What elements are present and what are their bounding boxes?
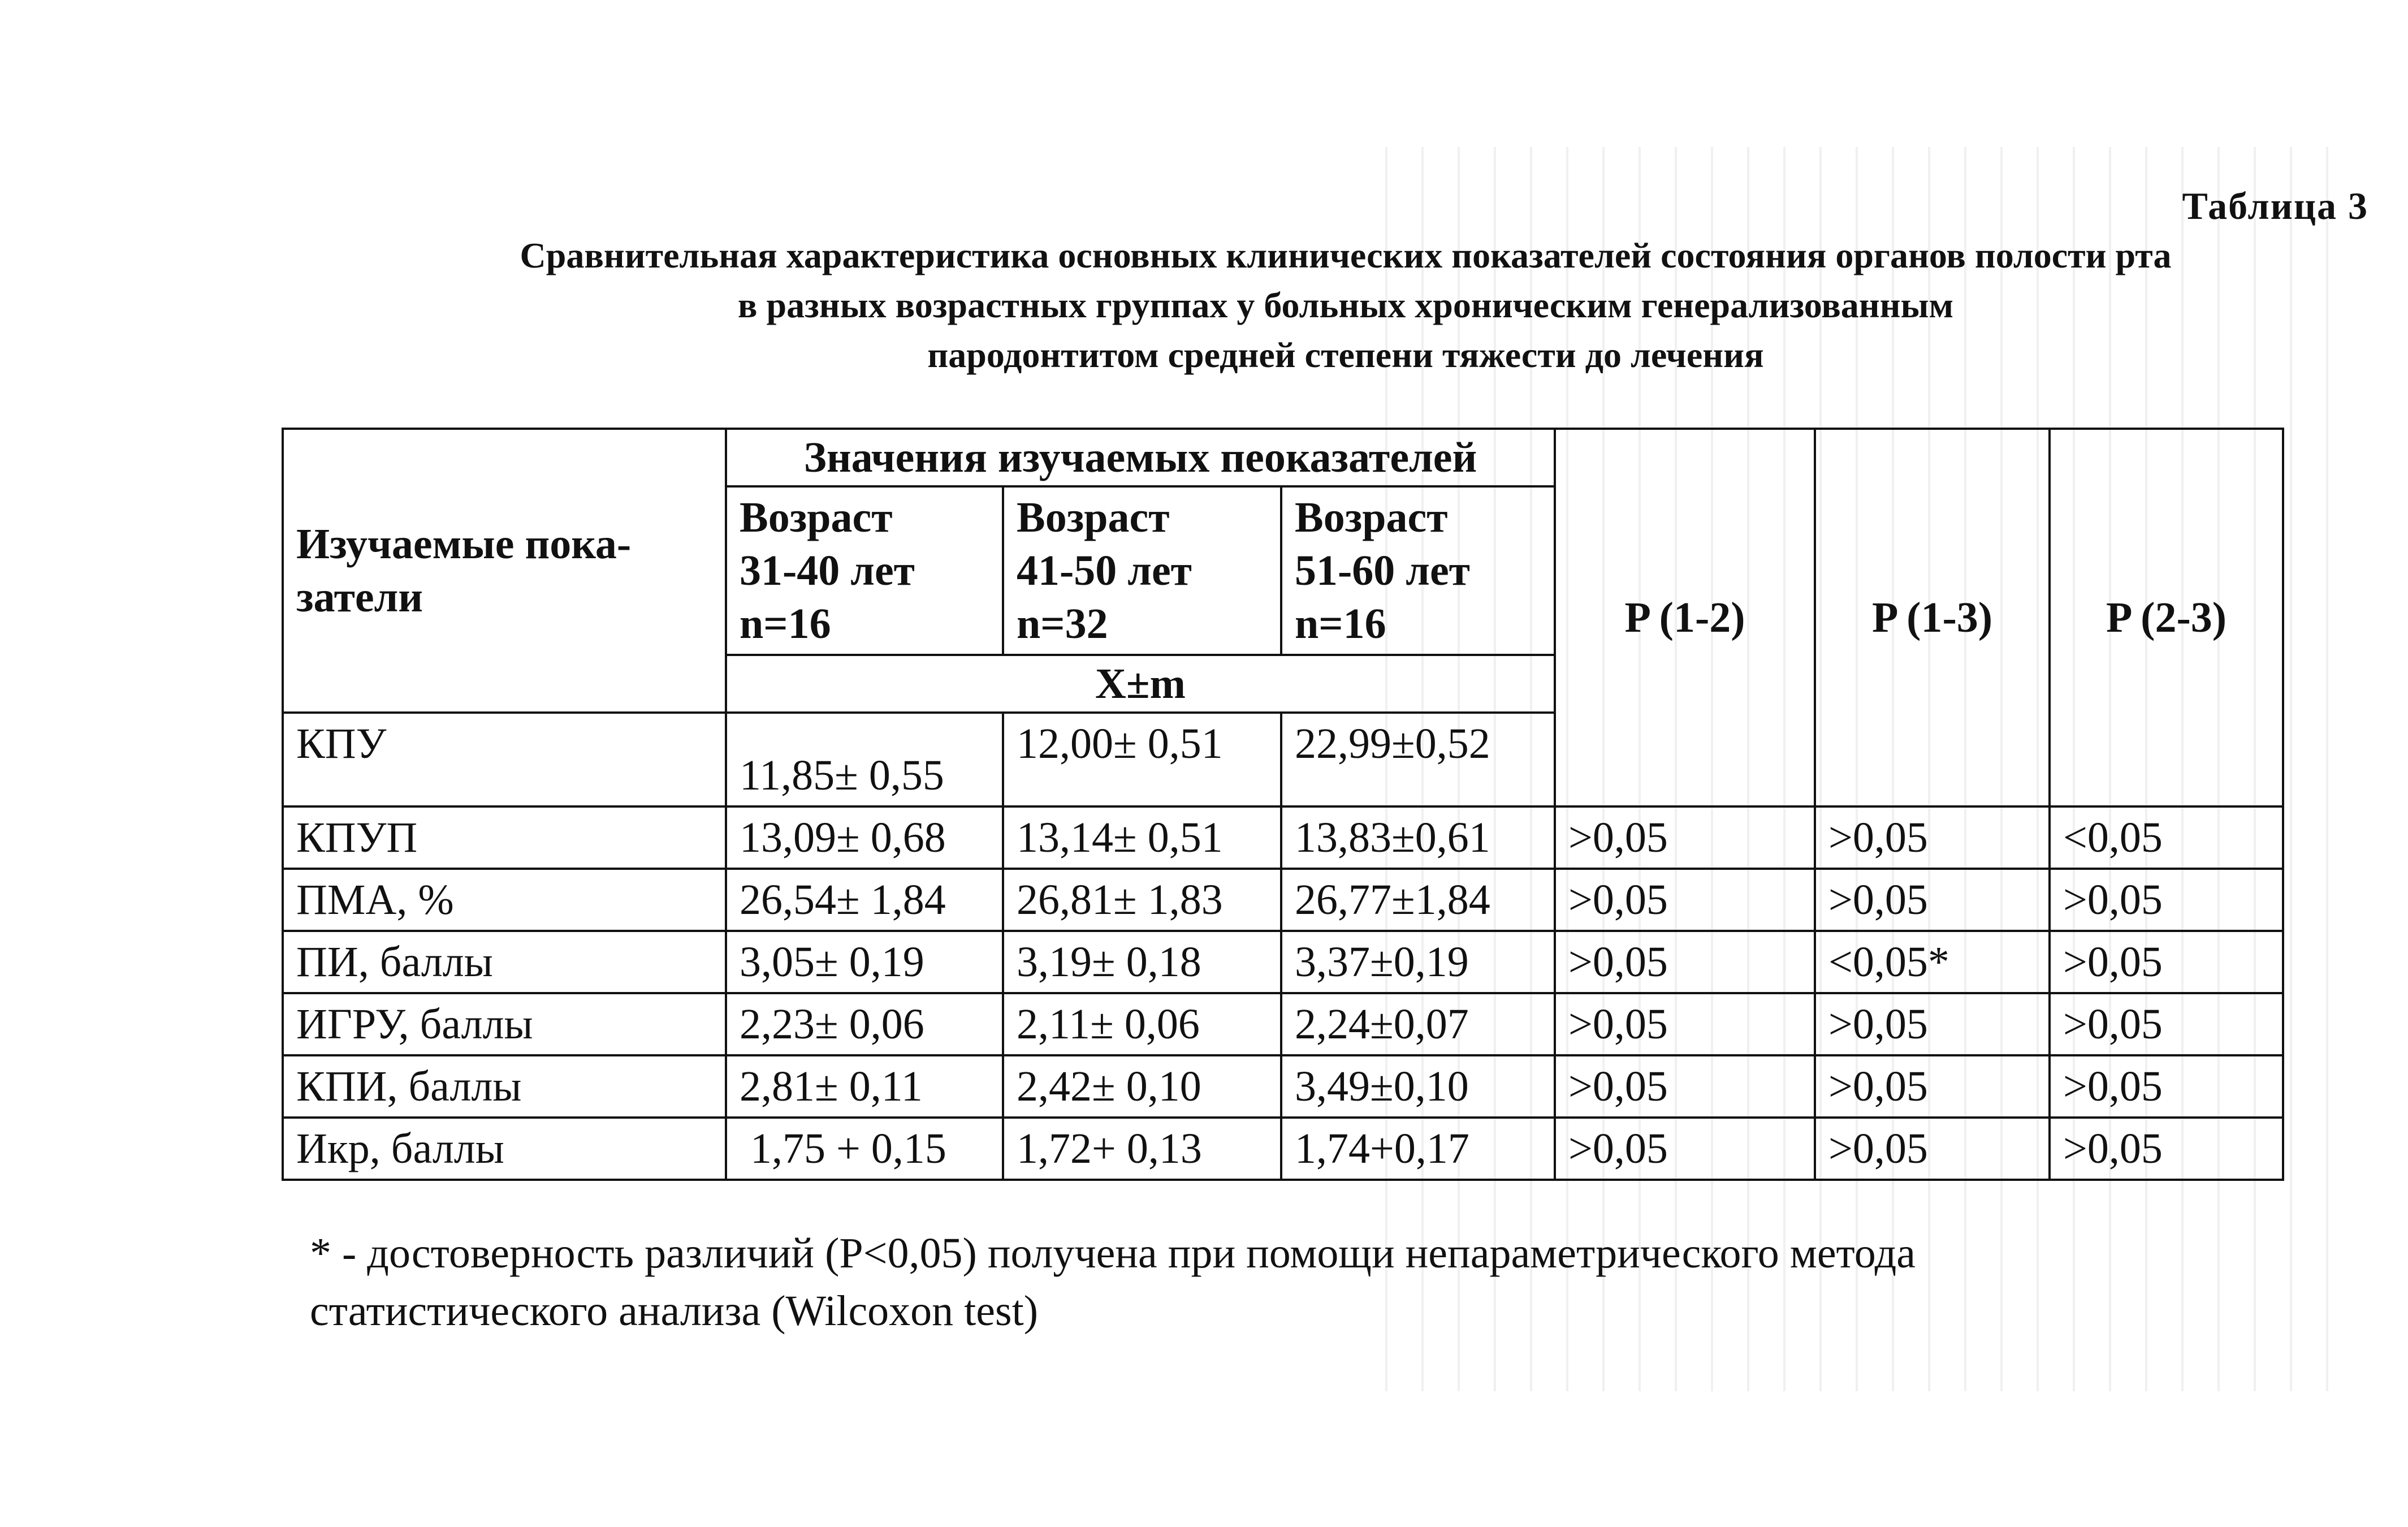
row-p12: >0,05	[1555, 869, 1815, 931]
header-p13: P (1-3)	[1815, 429, 2050, 806]
header-p23: P (2-3)	[2050, 429, 2283, 806]
row-value-g3: 1,74+0,17	[1281, 1118, 1555, 1180]
table-row	[283, 1055, 2283, 1118]
table-row	[283, 1118, 2283, 1180]
caption-line-2: в разных возрастных группах у больных хроническим генерализованным	[737, 285, 1954, 325]
age-group-1-line-3: n=16	[740, 600, 831, 648]
row-value-g3: 3,49±0,10	[1281, 1055, 1555, 1118]
row-p13: >0,05	[1815, 1055, 2050, 1118]
footnote-line-1: * - достоверность различий (Р<0,05) получена при помощи непараметрического метода	[310, 1230, 1916, 1277]
table-row	[283, 931, 2283, 993]
row-value-g2: 12,00± 0,51	[1003, 713, 1281, 806]
row-p13: >0,05	[1815, 993, 2050, 1055]
header-stat-label: X±m	[726, 655, 1555, 713]
row-p12: >0,05	[1555, 806, 1815, 869]
table-row	[283, 993, 2283, 1055]
row-value-g2: 13,14± 0,51	[1003, 806, 1281, 869]
age-group-3-line-1: Возраст	[1295, 494, 1448, 541]
row-value-g3: 26,77±1,84	[1281, 869, 1555, 931]
header-age-group-3	[1281, 486, 1555, 655]
row-value-g1: 2,23± 0,06	[726, 993, 1003, 1055]
table-caption	[317, 231, 2375, 380]
row-p13: >0,05	[1815, 1118, 2050, 1180]
data-table	[282, 428, 2284, 1181]
row-p23: <0,05	[2050, 806, 2283, 869]
row-value-g2: 26,81± 1,83	[1003, 869, 1281, 931]
row-name: КПИ, баллы	[283, 1055, 726, 1118]
row-name: ИГРУ, баллы	[283, 993, 726, 1055]
header-group-title: Значения изучаемых пеоказателей	[726, 429, 1555, 486]
row-name: Икр, баллы	[283, 1118, 726, 1180]
caption-line-1: Сравнительная характеристика основных клинических показателей состояния органов полости рта	[520, 235, 2172, 275]
row-p12: >0,05	[1555, 1118, 1815, 1180]
footnote-line-2: статистического анализа (Wilcoxon test)	[310, 1287, 1039, 1335]
row-value-g1: 1,75 + 0,15	[726, 1118, 1003, 1180]
row-value-g1: 3,05± 0,19	[726, 931, 1003, 993]
row-value-g3: 22,99±0,52	[1281, 713, 1555, 806]
row-p12: >0,05	[1555, 931, 1815, 993]
header-p12: P (1-2)	[1555, 429, 1815, 806]
header-row-1	[283, 429, 2283, 486]
age-group-1-line-1: Возраст	[740, 494, 893, 541]
row-value-g1: 13,09± 0,68	[726, 806, 1003, 869]
header-indicator: Изучаемые пока-затели	[283, 429, 726, 713]
row-value-g1: 26,54± 1,84	[726, 869, 1003, 931]
age-group-3-line-3: n=16	[1295, 600, 1386, 648]
row-name: КПУ	[283, 713, 726, 806]
header-age-group-1	[726, 486, 1003, 655]
age-group-2-line-3: n=32	[1017, 600, 1108, 648]
row-name: ПМА, %	[283, 869, 726, 931]
row-p23: >0,05	[2050, 931, 2283, 993]
age-group-3-line-2: 51-60 лет	[1295, 547, 1471, 594]
footnote	[310, 1224, 2232, 1340]
header-age-group-2	[1003, 486, 1281, 655]
age-group-1-line-2: 31-40 лет	[740, 547, 915, 594]
row-p13: >0,05	[1815, 869, 2050, 931]
row-value-g2: 2,11± 0,06	[1003, 993, 1281, 1055]
row-value-g2: 3,19± 0,18	[1003, 931, 1281, 993]
row-value-g2: 2,42± 0,10	[1003, 1055, 1281, 1118]
row-value-g3: 13,83±0,61	[1281, 806, 1555, 869]
row-p23: >0,05	[2050, 1118, 2283, 1180]
row-p12: >0,05	[1555, 1055, 1815, 1118]
row-p13: >0,05	[1815, 806, 2050, 869]
row-value-g1: 2,81± 0,11	[726, 1055, 1003, 1118]
row-p13: <0,05*	[1815, 931, 2050, 993]
table-row	[283, 806, 2283, 869]
caption-line-3: пародонтитом средней степени тяжести до лечения	[927, 335, 1764, 375]
row-p23: >0,05	[2050, 993, 2283, 1055]
row-value-g2: 1,72+ 0,13	[1003, 1118, 1281, 1180]
age-group-2-line-2: 41-50 лет	[1017, 547, 1192, 594]
row-value-g1: 11,85± 0,55	[726, 713, 1003, 806]
row-p23: >0,05	[2050, 1055, 2283, 1118]
table-number: Таблица 3	[2182, 184, 2368, 227]
row-p12: >0,05	[1555, 993, 1815, 1055]
age-group-2-line-1: Возраст	[1017, 494, 1170, 541]
row-name: ПИ, баллы	[283, 931, 726, 993]
row-value-g3: 3,37±0,19	[1281, 931, 1555, 993]
row-name: КПУП	[283, 806, 726, 869]
row-value-g3: 2,24±0,07	[1281, 993, 1555, 1055]
row-p23: >0,05	[2050, 869, 2283, 931]
table-row	[283, 869, 2283, 931]
